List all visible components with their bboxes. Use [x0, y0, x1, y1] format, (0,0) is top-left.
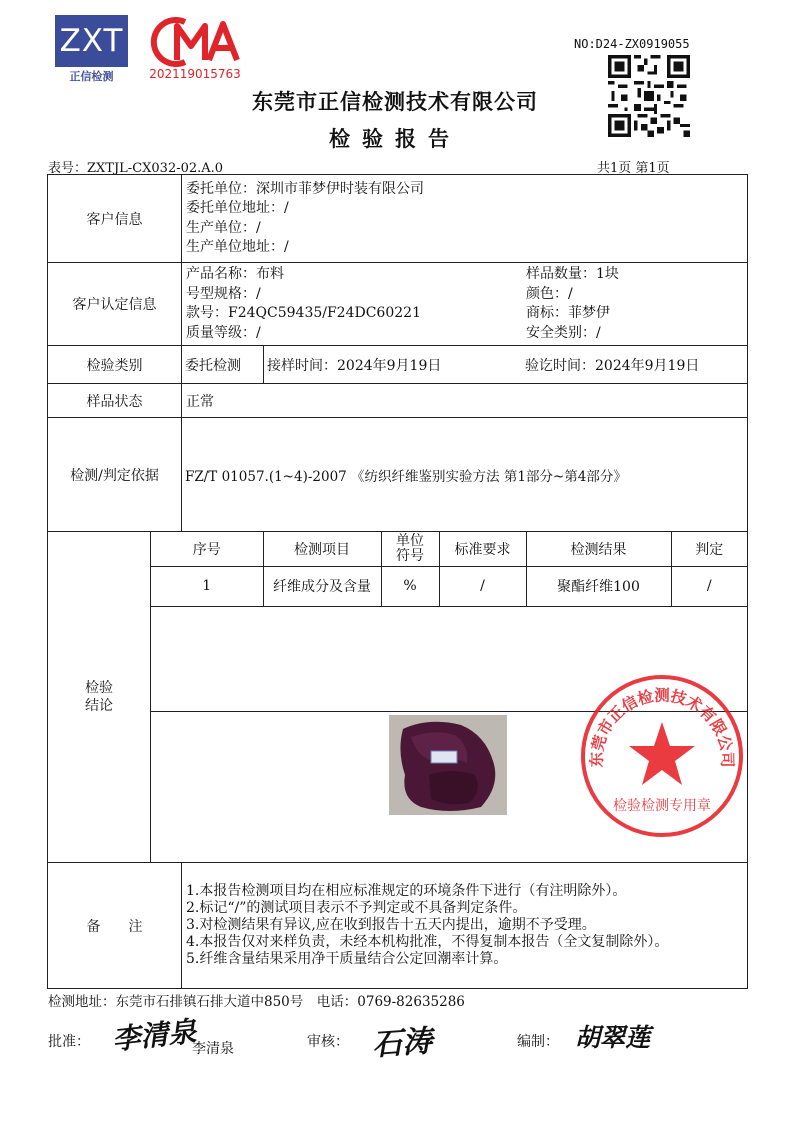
completed-date: 验讫时间：2024年9月19日 — [525, 357, 700, 374]
table-row — [151, 566, 747, 606]
confirmed-info-cell — [182, 263, 748, 346]
remark-line: 4.本报告仅对来样负责，未经本机构批准，不得复制本报告（全文复制除外）。 — [186, 934, 669, 950]
table-cell: / — [671, 566, 747, 606]
confirmed-line: 颜色：/ — [526, 285, 573, 302]
client-line: 生产单位：/ — [186, 219, 261, 236]
report-number: NO:D24-ZX0919055 — [574, 37, 690, 51]
review-signature: 石涛 — [371, 1023, 434, 1064]
confirmed-line: 质量等级：/ — [186, 324, 261, 341]
basis-row — [48, 418, 748, 532]
remarks-label: 备 注 — [48, 863, 182, 989]
confirmed-line: 样品数量：1块 — [526, 266, 619, 282]
remark-line: 5.纤维含量结果采用净干质量结合公定回潮率计算。 — [186, 951, 508, 967]
qr-code-icon — [608, 55, 690, 137]
confirmed-line: 号型规格：/ — [186, 285, 261, 302]
remarks-row — [48, 863, 748, 989]
confirmed-info-row — [48, 263, 748, 346]
received-date: 接样时间：2024年9月19日 — [267, 357, 442, 374]
approve-signature: 李清泉 — [110, 1014, 198, 1057]
remark-line: 3.对检测结果有异议,应在收到报告十五天内提出，逾期不予受理。 — [186, 917, 596, 933]
page-info: 共1页 第1页 — [597, 161, 670, 176]
sample-photo — [389, 715, 507, 815]
confirmed-line: 安全类别：/ — [526, 324, 601, 341]
inspection-type-row — [48, 346, 748, 384]
sample-state-row — [48, 384, 748, 418]
results-table — [151, 532, 747, 607]
client-info-label: 客户信息 — [48, 175, 182, 263]
confirmed-line: 商标：菲梦伊 — [526, 305, 610, 321]
client-line: 委托单位地址：/ — [186, 200, 289, 216]
conclusion-label: 检验 结论 — [48, 532, 151, 862]
col-header: 检测结果 — [526, 532, 671, 566]
table-cell: / — [439, 566, 526, 606]
review-label: 审核： — [307, 1034, 349, 1050]
compile-signature: 胡翠莲 — [575, 1023, 651, 1052]
col-header: 检测项目 — [263, 532, 381, 566]
remark-line: 2.标记“/”的测试项目表示不予判定或不具备判定条件。 — [186, 900, 527, 916]
confirmed-line: 款号：F24QC59435/F24DC60221 — [186, 305, 421, 321]
remark-line: 1.本报告检测项目均在相应标准规定的环境条件下进行（有注明除外）。 — [186, 883, 627, 899]
col-header: 判定 — [671, 532, 747, 566]
sample-state-label: 样品状态 — [48, 384, 182, 418]
document-title: 检验报告 — [329, 126, 461, 151]
client-line: 委托单位：深圳市菲梦伊时装有限公司 — [186, 180, 424, 197]
inspection-type-cell — [182, 346, 748, 384]
approver-name: 李清泉 — [192, 1041, 234, 1057]
table-cell: 1 — [151, 566, 263, 606]
zxt-logo-subtitle: 正信检测 — [69, 70, 114, 83]
inspection-type-value: 委托检测 — [182, 346, 264, 383]
confirmed-info-label: 客户认定信息 — [48, 263, 182, 346]
results-header-row — [151, 532, 747, 566]
table-cell: % — [381, 566, 439, 606]
approve-label: 批准： — [48, 1034, 90, 1050]
basis-value: FZ/T 01057.(1~4)-2007 《纺织纤维鉴别实验方法 第1部分~第4部分》 — [182, 418, 748, 532]
form-number: 表号：ZXTJL-CX032-02.A.0 — [48, 161, 224, 176]
confirmed-line: 产品名称：布料 — [186, 266, 284, 282]
table-cell: 聚酯纤维100 — [526, 566, 671, 606]
company-name: 东莞市正信检测技术有限公司 — [252, 89, 538, 114]
col-header: 单位 符号 — [381, 532, 439, 566]
sample-state-value: 正常 — [182, 384, 748, 418]
basis-label: 检测/判定依据 — [48, 418, 182, 532]
zxt-logo: ZXT — [55, 15, 128, 67]
remarks-cell — [182, 863, 748, 989]
svg-text:检验检测专用章: 检验检测专用章 — [613, 798, 711, 814]
client-info-row — [48, 175, 748, 263]
cma-logo — [143, 16, 243, 68]
client-line: 生产单位地址：/ — [186, 239, 289, 255]
report-table — [47, 174, 748, 989]
client-info-cell — [182, 175, 748, 263]
inspection-type-label: 检验类别 — [48, 346, 182, 384]
compile-label: 编制： — [517, 1034, 559, 1050]
official-seal — [578, 672, 746, 840]
table-cell: 纤维成分及含量 — [263, 566, 381, 606]
cma-number: 202119015763 — [149, 67, 241, 81]
lab-address: 检测地址：东莞市石排镇石排大道中850号 电话：0769-82635286 — [48, 994, 465, 1010]
svg-text:东莞市正信检测技术有限公司: 东莞市正信检测技术有限公司 — [587, 686, 737, 768]
col-header: 标准要求 — [439, 532, 526, 566]
col-header: 序号 — [151, 532, 263, 566]
